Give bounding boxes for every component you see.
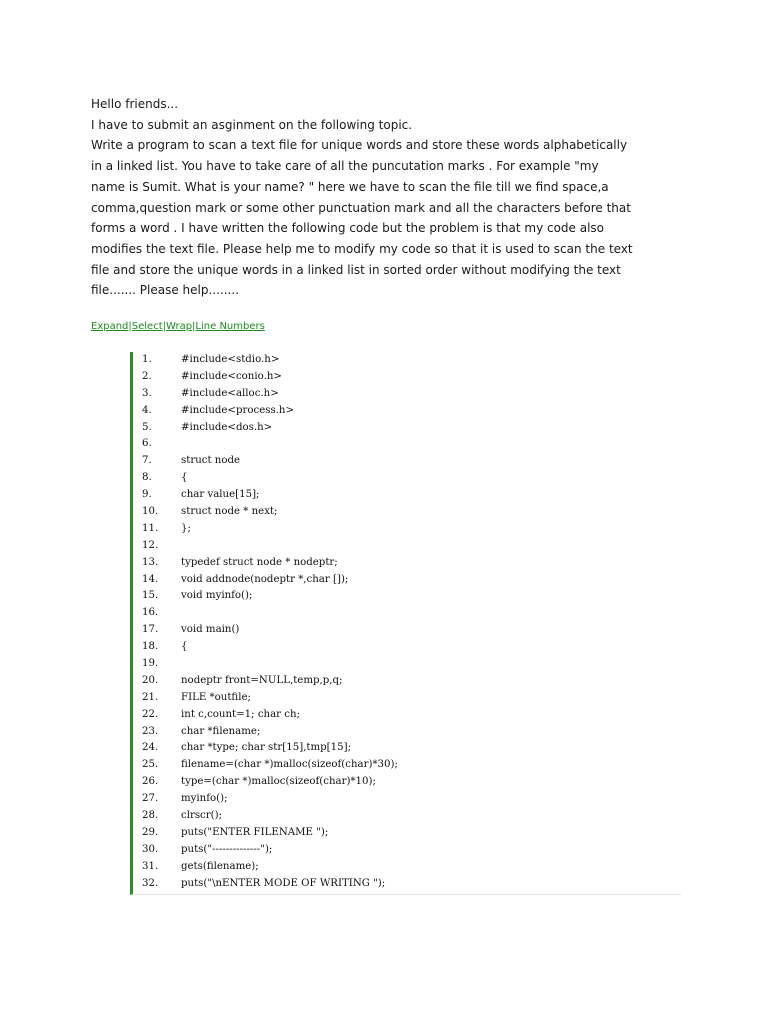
code-text: char value[15];	[181, 489, 260, 501]
code-text: typedef struct node * nodeptr;	[181, 556, 338, 568]
code-line	[133, 825, 681, 842]
code-line	[133, 673, 681, 690]
post-line: file....... Please help........	[91, 283, 240, 298]
forum-post-body	[91, 94, 631, 301]
code-text: FILE *outfile;	[181, 691, 251, 703]
post-line: in a linked list. You have to take care of all the puncutation marks . For example "my	[91, 159, 599, 174]
code-line	[133, 436, 681, 453]
line-numbers-link[interactable]: Line Numbers	[195, 321, 265, 332]
code-line	[133, 369, 681, 386]
code-line	[133, 808, 681, 825]
code-text: {	[181, 472, 188, 484]
line-number: 6.	[142, 438, 152, 450]
code-line	[133, 352, 681, 369]
line-number: 1.	[142, 354, 152, 365]
line-number: 8.	[142, 472, 152, 484]
code-text: #include<dos.h>	[181, 421, 273, 433]
line-number: 28.	[142, 810, 159, 822]
code-toolbar	[91, 320, 265, 334]
line-number: 18.	[142, 641, 159, 653]
code-line	[133, 420, 681, 437]
line-number: 4.	[142, 404, 152, 416]
code-text: filename=(char *)malloc(sizeof(char)*30);	[181, 759, 398, 771]
wrap-link[interactable]: Wrap	[166, 321, 193, 332]
line-number: 27.	[142, 793, 159, 805]
toolbar-separator: |	[162, 321, 167, 332]
code-text: void addnode(nodeptr *,char []);	[181, 573, 349, 585]
code-text: int c,count=1; char ch;	[181, 708, 300, 720]
line-number: 25.	[142, 759, 159, 771]
line-number: 22.	[142, 708, 159, 720]
code-line	[133, 605, 681, 622]
code-line	[133, 588, 681, 605]
line-number: 15.	[142, 590, 159, 602]
code-line	[133, 859, 681, 876]
line-number: 20.	[142, 674, 159, 686]
line-number: 29.	[142, 826, 159, 838]
line-number: 5.	[142, 421, 152, 433]
line-number: 7.	[142, 455, 152, 467]
code-line	[133, 656, 681, 673]
line-number: 30.	[142, 843, 159, 855]
code-text: void myinfo();	[181, 590, 253, 602]
code-line	[133, 842, 681, 859]
code-text: nodeptr front=NULL,temp,p,q;	[181, 674, 343, 686]
code-text: char *filename;	[181, 725, 261, 737]
code-line	[133, 521, 681, 538]
code-text: char *type; char str[15],tmp[15];	[181, 742, 352, 754]
code-text: #include<stdio.h>	[181, 354, 280, 365]
expand-link[interactable]: Expand	[91, 321, 129, 332]
code-line	[133, 538, 681, 555]
line-number: 14.	[142, 573, 159, 585]
code-lines	[133, 352, 681, 893]
toolbar-separator: |	[192, 321, 196, 332]
code-text: puts("--------------");	[181, 843, 273, 855]
code-line	[133, 572, 681, 589]
line-number: 21.	[142, 691, 159, 703]
code-text: #include<process.h>	[181, 404, 295, 416]
code-text: struct node * next;	[181, 506, 278, 518]
line-number: 12.	[142, 539, 159, 551]
line-number: 23.	[142, 725, 159, 737]
code-line	[133, 757, 681, 774]
code-block[interactable]	[130, 352, 681, 895]
code-line	[133, 724, 681, 741]
line-number: 9.	[142, 489, 152, 501]
line-number: 32.	[142, 877, 159, 889]
post-line: comma,question mark or some other punctuation mark and all the characters before that	[91, 200, 631, 215]
code-text: struct node	[181, 455, 241, 467]
code-line	[133, 774, 681, 791]
line-number: 31.	[142, 860, 159, 872]
line-number: 2.	[142, 370, 152, 382]
select-link[interactable]: Select	[131, 321, 163, 332]
post-line: forms a word . I have written the following code but the problem is that my code also	[91, 221, 605, 236]
code-line	[133, 555, 681, 572]
code-line	[133, 791, 681, 808]
line-number: 19.	[142, 658, 159, 670]
line-number: 26.	[142, 776, 159, 788]
code-text: void main()	[181, 624, 240, 636]
code-text: clrscr();	[181, 810, 223, 822]
code-text: };	[181, 522, 191, 534]
post-line: file and store the unique words in a linked list in sorted order without modifying the text	[91, 262, 621, 277]
line-number: 16.	[142, 607, 159, 619]
code-line	[133, 386, 681, 403]
line-number: 11.	[142, 522, 159, 534]
line-number: 24.	[142, 742, 159, 754]
code-line	[133, 876, 681, 893]
code-text: puts("ENTER FILENAME ");	[181, 826, 329, 838]
code-line	[133, 622, 681, 639]
post-line: I have to submit an asginment on the following topic.	[91, 117, 413, 132]
code-text: puts("\nENTER MODE OF WRITING ");	[181, 877, 386, 889]
code-line	[133, 639, 681, 656]
post-line: Write a program to scan a text file for unique words and store these words alphabetically	[91, 138, 628, 153]
line-number: 13.	[142, 556, 159, 568]
code-line	[133, 690, 681, 707]
code-line	[133, 504, 681, 521]
code-line	[133, 740, 681, 757]
post-line: modifies the text file. Please help me to modify my code so that it is used to scan the text	[91, 241, 633, 256]
code-text: #include<alloc.h>	[181, 387, 279, 399]
post-line: name is Sumit. What is your name? " here we have to scan the file till we find space,a	[91, 179, 609, 194]
code-line	[133, 453, 681, 470]
code-line	[133, 707, 681, 724]
code-line	[133, 403, 681, 420]
toolbar-separator: |	[128, 321, 132, 332]
code-text: #include<conio.h>	[181, 370, 282, 382]
line-number: 10.	[142, 506, 159, 518]
code-text: gets(filename);	[181, 860, 259, 872]
code-line	[133, 470, 681, 487]
code-text: {	[181, 641, 188, 653]
code-line	[133, 487, 681, 504]
post-line: Hello friends...	[91, 97, 179, 111]
line-number: 17.	[142, 624, 159, 636]
code-text: myinfo();	[181, 793, 228, 805]
line-number: 3.	[142, 387, 152, 399]
code-text: type=(char *)malloc(sizeof(char)*10);	[181, 776, 376, 788]
